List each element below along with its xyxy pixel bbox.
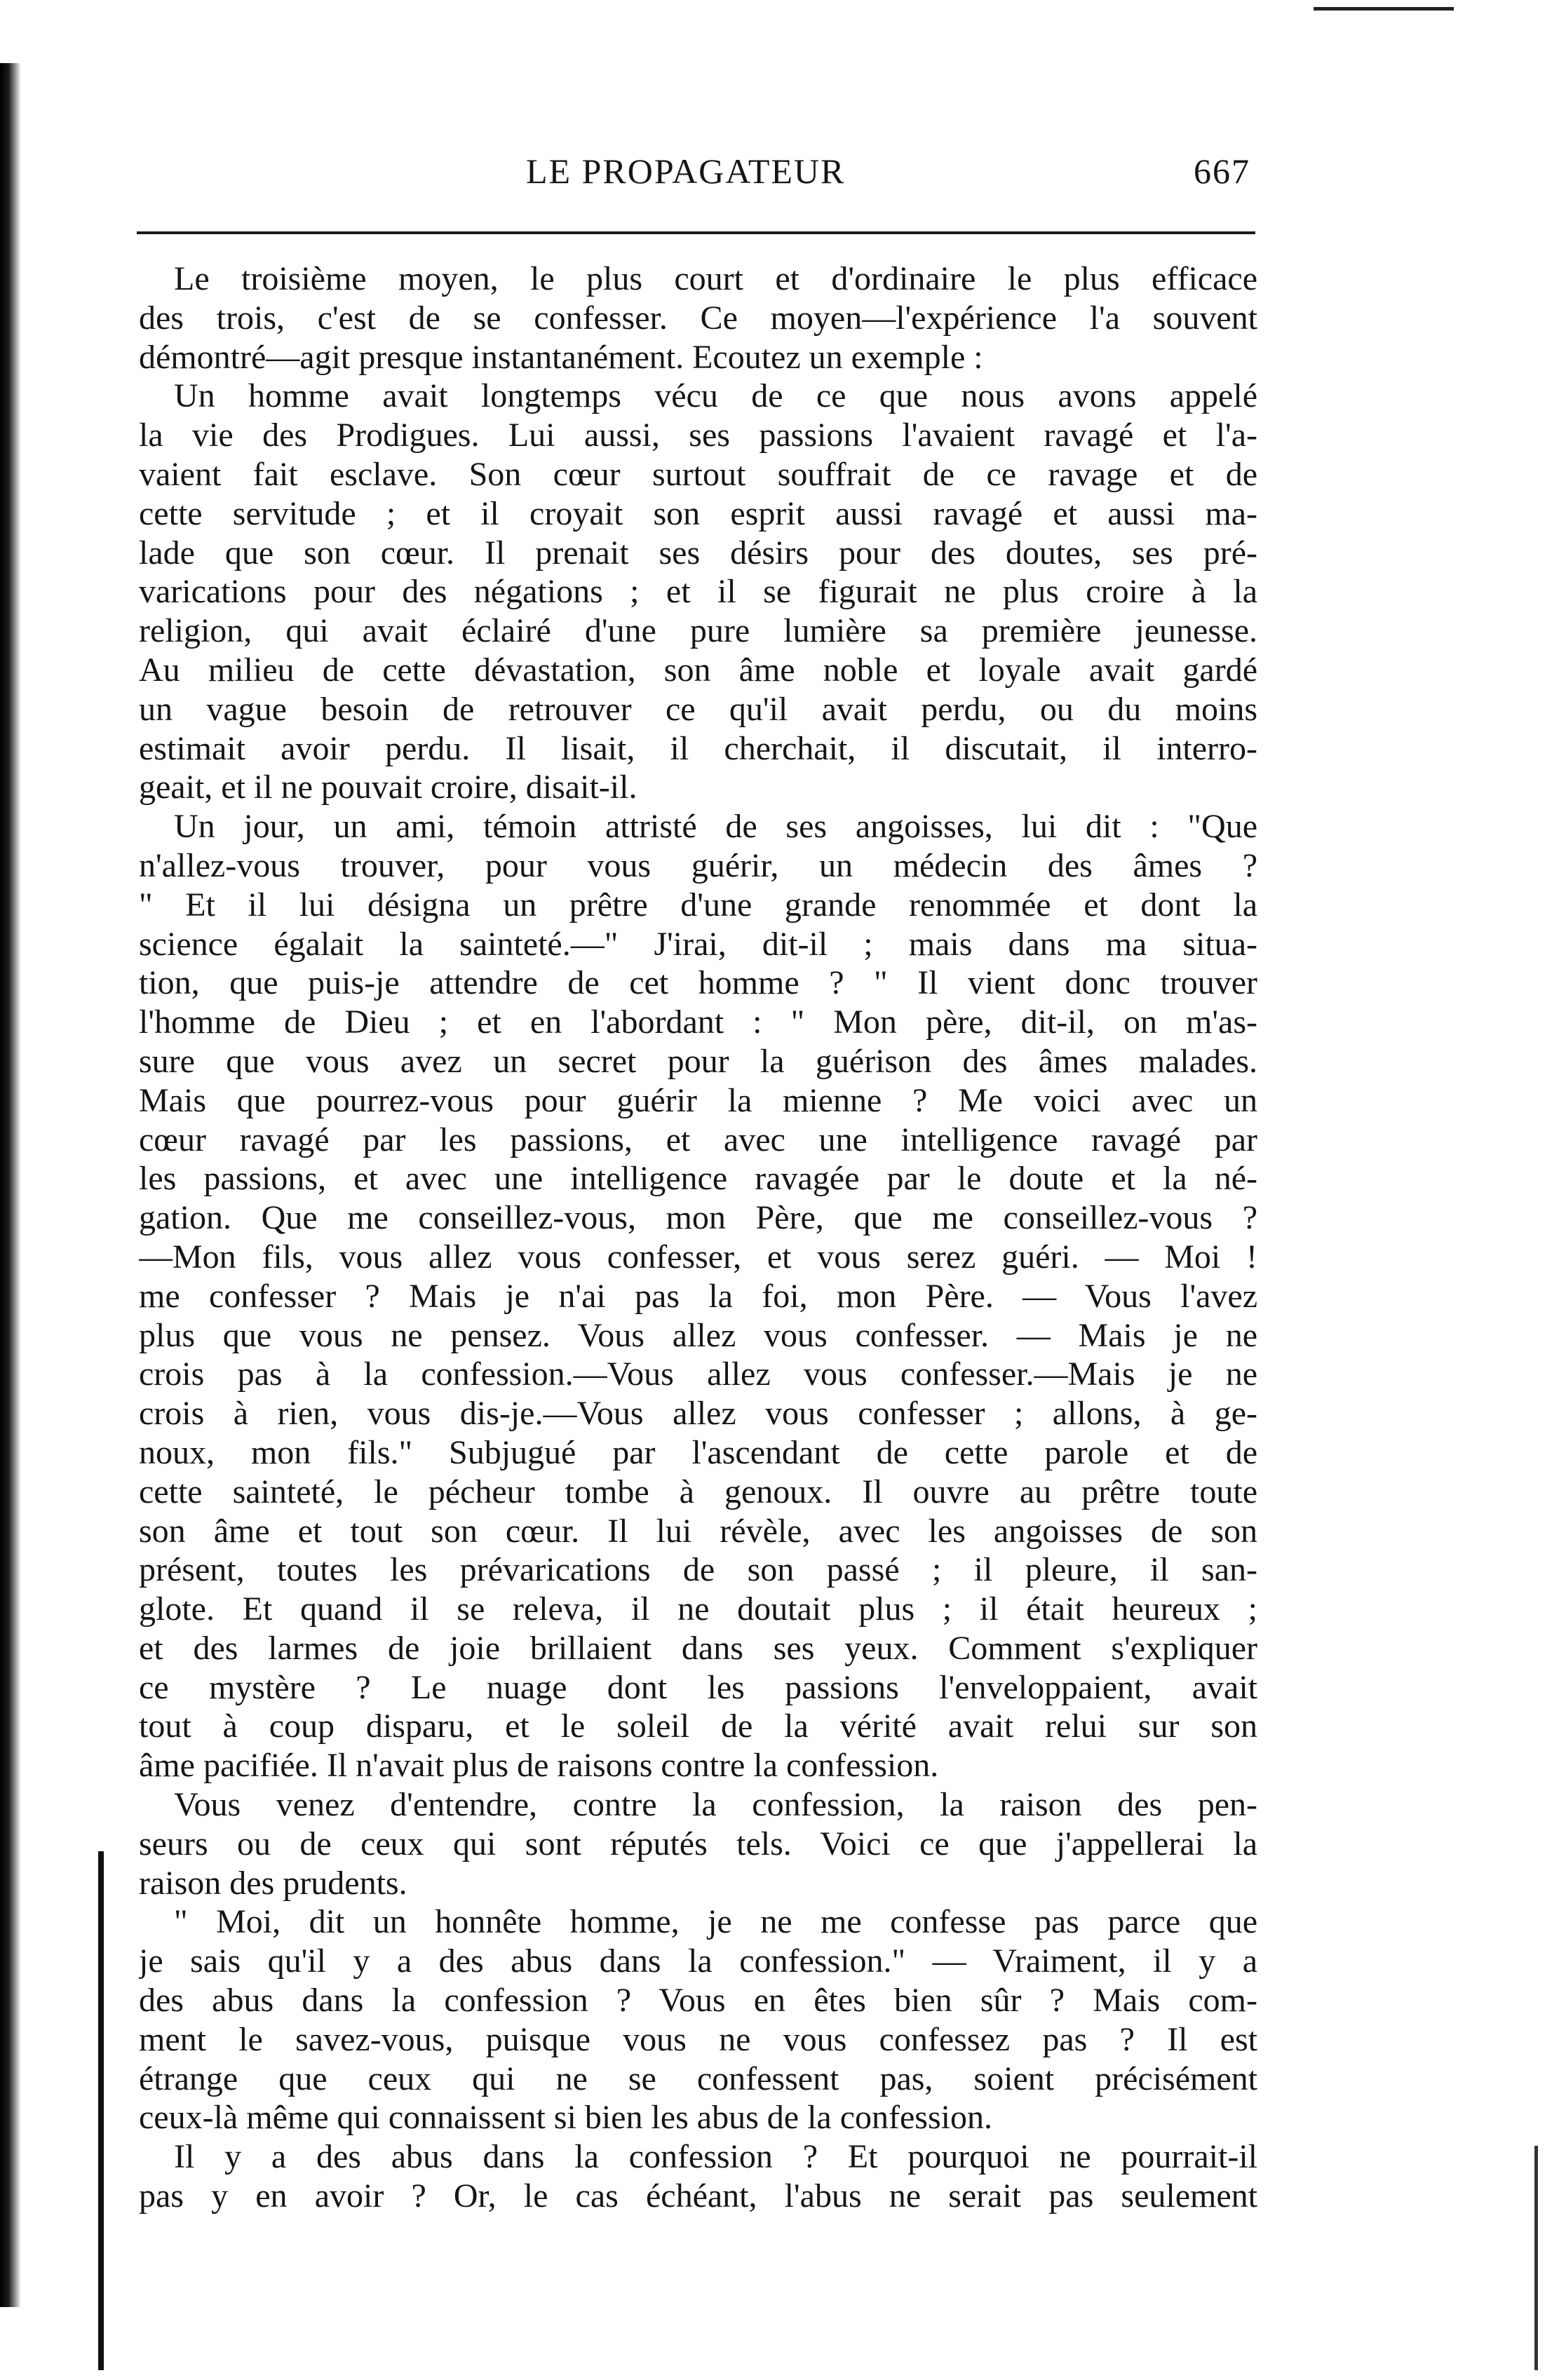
scan-mark-right <box>1534 2146 1538 2370</box>
text-line: tout à coup disparu, et le soleil de la vérité avait relui sur son <box>139 1708 1257 1745</box>
text-line: raison des prudents. <box>139 1864 407 1902</box>
text-line: les passions, et avec une intelligence ravagée par le doute et la né- <box>139 1160 1257 1198</box>
text-line: ce mystère ? Le nuage dont les passions l'enveloppaient, avait <box>139 1668 1257 1706</box>
text-line: seurs ou de ceux qui sont réputés tels. Voici ce que j'appellerai la <box>139 1825 1257 1862</box>
text-line: et des larmes de joie brillaient dans ses yeux. Comment s'expliquer <box>139 1629 1257 1667</box>
page-number: 667 <box>1194 151 1250 191</box>
text-line: —Mon fils, vous allez vous confesser, et vous serez guéri. — Moi ! <box>139 1238 1257 1276</box>
binding-mark <box>98 1851 104 2370</box>
text-line: varications pour des négations ; et il se figurait ne plus croire à la <box>139 573 1257 611</box>
text-line: science égalait la sainteté.—" J'irai, dit-il ; mais dans ma situa- <box>139 925 1257 963</box>
running-title: LE PROPAGATEUR <box>526 151 846 191</box>
binding-shadow <box>0 63 21 2307</box>
scan-mark-top <box>1314 7 1454 11</box>
text-line: un vague besoin de retrouver ce qu'il avait perdu, ou du moins <box>139 690 1257 728</box>
text-line: Mais que pourrez-vous pour guérir la mienne ? Me voici avec un <box>139 1081 1257 1119</box>
text-line: " Et il lui désigna un prêtre d'une grande renommée et dont la <box>139 886 1257 924</box>
text-line: lade que son cœur. Il prenait ses désirs pour des doutes, ses pré- <box>139 534 1257 572</box>
text-line: tion, que puis-je attendre de cet homme ? " Il vient donc trouver <box>139 964 1257 1002</box>
text-line: sure que vous avez un secret pour la guérison des âmes malades. <box>139 1042 1257 1080</box>
body-text <box>139 259 1257 2216</box>
text-line: son âme et tout son cœur. Il lui révèle, avec les angoisses de son <box>139 1512 1257 1550</box>
text-line: vaient fait esclave. Son cœur surtout souffrait de ce ravage et de <box>139 455 1257 493</box>
text-line: Il y a des abus dans la confession ? Et pourquoi ne pourrait-il <box>174 2138 1257 2176</box>
text-line: noux, mon fils." Subjugué par l'ascendant de cette parole et de <box>139 1433 1257 1471</box>
text-line: estimait avoir perdu. Il lisait, il cherchait, il discutait, il interro- <box>139 729 1257 767</box>
text-line: ceux-là même qui connaissent si bien les abus de la confession. <box>139 2099 992 2137</box>
text-line: âme pacifiée. Il n'avait plus de raisons contre la confession. <box>139 1747 939 1785</box>
text-line: glote. Et quand il se releva, il ne doutait plus ; il était heureux ; <box>139 1590 1257 1628</box>
text-line: cette sainteté, le pécheur tombe à genoux. Il ouvre au prêtre toute <box>139 1473 1257 1510</box>
text-line: " Moi, dit un honnête homme, je ne me confesse pas parce que <box>174 1903 1257 1941</box>
text-line: présent, toutes les prévarications de son passé ; il pleure, il san- <box>139 1551 1257 1589</box>
text-line: religion, qui avait éclairé d'une pure lumière sa première jeunesse. <box>139 612 1257 650</box>
text-line: étrange que ceux qui ne se confessent pas, soient précisément <box>139 2060 1257 2097</box>
text-line: gation. Que me conseillez-vous, mon Père, que me conseillez-vous ? <box>139 1199 1257 1237</box>
text-line: cœur ravagé par les passions, et avec une intelligence ravagé par <box>139 1121 1257 1158</box>
text-line: l'homme de Dieu ; et en l'abordant : " Mon père, dit-il, on m'as- <box>139 1003 1257 1041</box>
text-line: crois pas à la confession.—Vous allez vous confesser.—Mais je ne <box>139 1355 1257 1393</box>
text-line: pas y en avoir ? Or, le cas échéant, l'abus ne serait pas seulement <box>139 2177 1257 2215</box>
text-line: Un jour, un ami, témoin attristé de ses angoisses, lui dit : "Que <box>174 808 1257 846</box>
text-line: crois à rien, vous dis-je.—Vous allez vous confesser ; allons, à ge- <box>139 1395 1257 1433</box>
text-line: Vous venez d'entendre, contre la confession, la raison des pen- <box>174 1786 1257 1824</box>
text-line: plus que vous ne pensez. Vous allez vous confesser. — Mais je ne <box>139 1316 1257 1354</box>
text-line: démontré—agit presque instantanément. Ecoutez un exemple : <box>139 338 983 376</box>
text-line: la vie des Prodigues. Lui aussi, ses passions l'avaient ravagé et l'a- <box>139 417 1257 454</box>
text-line: me confesser ? Mais je n'ai pas la foi, mon Père. — Vous l'avez <box>139 1277 1257 1315</box>
text-line: geait, et il ne pouvait croire, disait-il. <box>139 769 637 806</box>
text-line: n'allez-vous trouver, pour vous guérir, un médecin des âmes ? <box>139 846 1257 884</box>
text-line: Au milieu de cette dévastation, son âme noble et loyale avait gardé <box>139 651 1257 689</box>
text-line: Un homme avait longtemps vécu de ce que nous avons appelé <box>174 377 1257 415</box>
text-line: des trois, c'est de se confesser. Ce moyen—l'expérience l'a souvent <box>139 299 1257 337</box>
text-line: ment le savez-vous, puisque vous ne vous confessez pas ? Il est <box>139 2020 1257 2058</box>
text-line: Le troisième moyen, le plus court et d'ordinaire le plus efficace <box>174 260 1257 297</box>
text-line: des abus dans la confession ? Vous en êtes bien sûr ? Mais com- <box>139 1982 1257 2020</box>
text-line: je sais qu'il y a des abus dans la confession." — Vraiment, il y a <box>139 1942 1257 1980</box>
header-rule <box>137 231 1255 234</box>
text-line: cette servitude ; et il croyait son esprit aussi ravagé et aussi ma- <box>139 494 1257 532</box>
running-header <box>140 151 1250 200</box>
